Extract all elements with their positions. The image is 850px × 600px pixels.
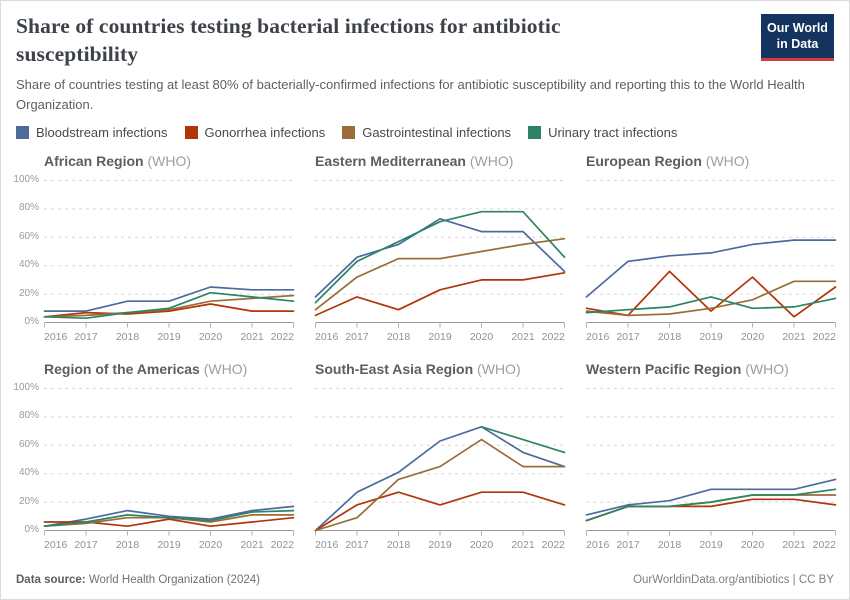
x-tick-label: 2020: [198, 539, 223, 552]
x-tick-label: 2020: [740, 539, 765, 552]
x-tick-label: 2021: [240, 331, 264, 344]
x-tick-label: 2020: [198, 331, 223, 344]
x-tick-label: 2020: [469, 539, 494, 552]
y-axis-labels: 0% 20% 40% 60% 80% 100%: [13, 382, 39, 536]
x-tick-label: 2019: [157, 539, 181, 552]
x-tick-label: 2016: [44, 331, 68, 344]
x-tick-label: 2017: [345, 331, 369, 344]
line-chart-plot: [586, 180, 836, 346]
legend-label: Gonorrhea infections: [204, 125, 326, 141]
chart-title: Eastern Mediterranean (WHO): [315, 153, 514, 170]
bloodstream-swatch-icon: [16, 126, 29, 139]
x-tick-label: 2016: [44, 539, 68, 552]
x-tick-label: 2018: [386, 539, 411, 552]
x-tick-label: 2021: [782, 539, 806, 552]
urinary-tract-infections-line: [587, 489, 836, 520]
x-tick-label: 2016: [315, 331, 339, 344]
facet-chart-grid: [13, 153, 836, 554]
owid-logo-line1: Our World: [767, 21, 828, 35]
chart-western-pacific-region: [586, 361, 836, 554]
chart-title: South-East Asia Region (WHO): [315, 361, 521, 378]
owid-logo-line2: in Data: [776, 36, 819, 51]
x-tick-label: 2020: [469, 331, 494, 344]
x-tick-label: 2016: [315, 539, 339, 552]
line-chart-plot: [315, 388, 565, 554]
legend-item-gastrointestinal: [342, 125, 511, 140]
bloodstream-infections-line: [316, 427, 565, 531]
bloodstream-infections-line: [587, 240, 836, 297]
page-title: Share of countries testing bacterial infections for antibiotic susceptibility: [16, 14, 561, 66]
x-tick-label: 2017: [616, 539, 640, 552]
data-source-label: Data source:: [16, 574, 86, 586]
chart-south-east-asia-region: [315, 361, 565, 554]
chart-subtitle: Share of countries testing at least 80% of bacterially-confirmed infections for antibiotic susceptibility and reporting this to the World Health Organization.: [16, 77, 805, 112]
legend-item-urinary: [528, 125, 677, 140]
x-tick-label: 2019: [699, 539, 723, 552]
x-tick-label: 2017: [616, 331, 640, 344]
footer: [1, 564, 849, 599]
chart-european-region: [586, 153, 836, 346]
chart-title: Western Pacific Region (WHO): [586, 361, 789, 378]
chart-region-of-the-americas: [13, 361, 294, 554]
x-tick-label: 2016: [586, 331, 610, 344]
x-tick-label: 2017: [74, 331, 98, 344]
legend-label: Gastrointestinal infections: [362, 125, 512, 141]
urinary-swatch-icon: [528, 126, 541, 139]
legend-item-bloodstream: [16, 125, 168, 140]
urinary-tract-infections-line: [45, 293, 294, 319]
bloodstream-infections-line: [587, 479, 836, 515]
gastrointestinal-swatch-icon: [342, 126, 355, 139]
line-chart-plot: [44, 180, 294, 346]
x-tick-label: 2018: [386, 331, 411, 344]
x-tick-label: 2022: [812, 539, 836, 552]
x-tick-label: 2022: [270, 331, 294, 344]
x-tick-label: 2022: [541, 331, 565, 344]
gonorrhea-swatch-icon: [185, 126, 198, 139]
line-chart-plot: [44, 388, 294, 554]
x-tick-label: 2018: [115, 331, 140, 344]
data-source-value: World Health Organization (2024): [85, 574, 260, 586]
x-tick-label: 2018: [657, 539, 682, 552]
line-chart-plot: [315, 180, 565, 346]
y-axis-labels: 0% 20% 40% 60% 80% 100%: [13, 174, 39, 328]
data-source-note: [16, 574, 260, 586]
chart-title: European Region (WHO): [586, 153, 750, 170]
x-tick-label: 2019: [428, 539, 452, 552]
x-tick-label: 2019: [699, 331, 723, 344]
x-tick-label: 2021: [511, 539, 535, 552]
x-tick-label: 2019: [428, 331, 452, 344]
x-tick-label: 2021: [240, 539, 264, 552]
header: [1, 1, 849, 68]
x-tick-label: 2016: [586, 539, 610, 552]
x-tick-label: 2017: [74, 539, 98, 552]
attribution-link: OurWorldinData.org/antibiotics | CC BY: [633, 574, 834, 586]
chart-title: Region of the Americas (WHO): [44, 361, 248, 378]
x-tick-label: 2017: [345, 539, 369, 552]
legend-label: Bloodstream infections: [36, 125, 168, 141]
legend-item-gonorrhea: [185, 125, 326, 140]
x-tick-label: 2022: [541, 539, 565, 552]
owid-logo: [761, 14, 834, 61]
x-tick-label: 2019: [157, 331, 181, 344]
x-tick-label: 2018: [115, 539, 140, 552]
legend-label: Urinary tract infections: [548, 125, 678, 141]
chart-title: African Region (WHO): [44, 153, 192, 170]
x-tick-label: 2020: [740, 331, 765, 344]
x-tick-label: 2018: [657, 331, 682, 344]
gonorrhea-infections-line: [316, 492, 565, 530]
line-chart-plot: [586, 388, 836, 554]
x-tick-label: 2022: [270, 539, 294, 552]
x-tick-label: 2022: [812, 331, 836, 344]
x-tick-label: 2021: [511, 331, 535, 344]
legend: [16, 125, 834, 140]
chart-eastern-mediterranean: [315, 153, 565, 346]
chart-african-region: [13, 153, 294, 346]
x-tick-label: 2021: [782, 331, 806, 344]
